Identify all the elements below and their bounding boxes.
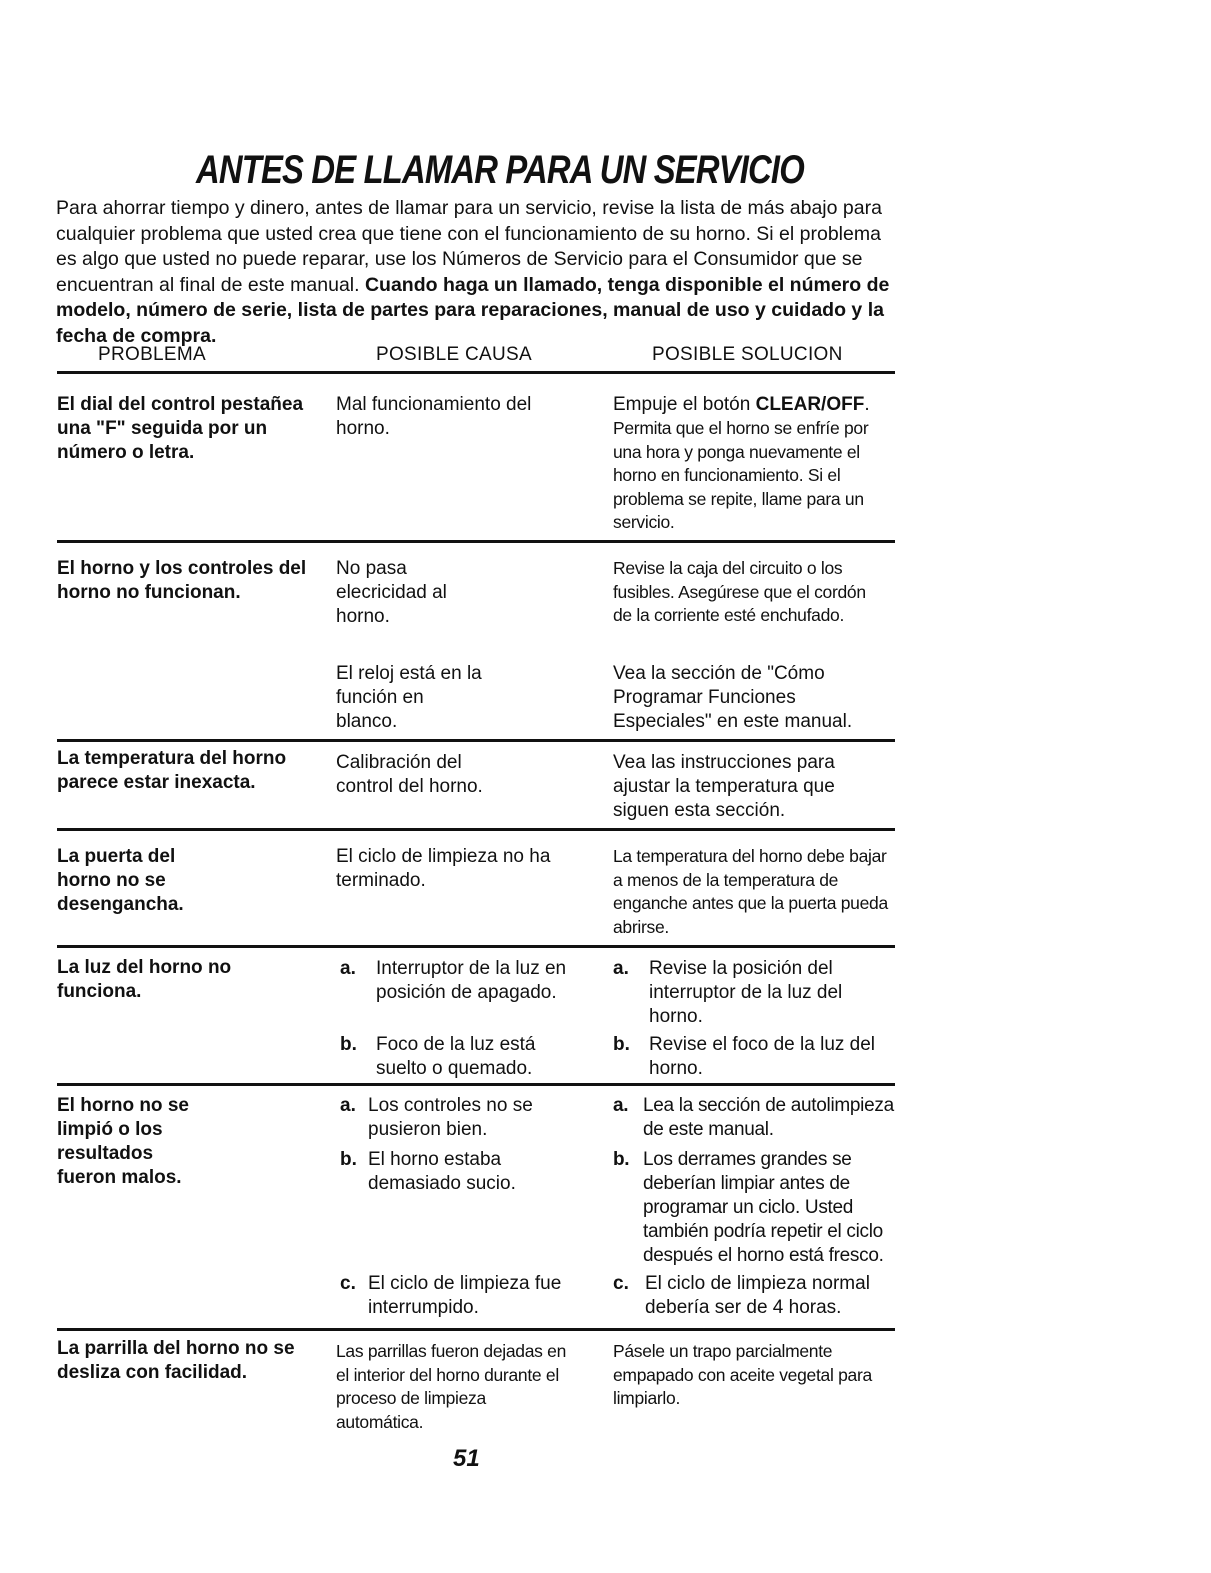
cause-4: El ciclo de limpieza no ha terminado. bbox=[336, 846, 551, 891]
item-text: El horno estaba demasiado sucio. bbox=[368, 1149, 516, 1194]
item-text: Foco de la luz está suelto o quemado. bbox=[376, 1034, 536, 1079]
problem-2: El horno y los controles del horno no funcionan. bbox=[57, 558, 307, 603]
clear-off-button-label: CLEAR/OFF bbox=[755, 394, 865, 415]
solution-1-period: . bbox=[864, 394, 870, 415]
item-letter: a. bbox=[613, 958, 629, 979]
problem-3: La temperatura del horno parece estar inexacta. bbox=[57, 748, 287, 793]
intro-paragraph bbox=[56, 196, 906, 349]
item-letter: a. bbox=[340, 1095, 356, 1116]
table-divider bbox=[57, 828, 895, 831]
problem-5: La luz del horno no funciona. bbox=[57, 957, 232, 1002]
problem-6: El horno no se limpió o los resultados fueron malos. bbox=[57, 1095, 189, 1188]
problem-4: La puerta del horno no se desengancha. bbox=[57, 846, 184, 915]
header-solution: POSIBLE SOLUCION bbox=[652, 344, 843, 365]
page-title: ANTES DE LLAMAR PARA UN SERVICIO bbox=[196, 148, 804, 192]
item-letter: c. bbox=[613, 1273, 629, 1294]
item-text: Revise el foco de la luz del horno. bbox=[649, 1034, 876, 1079]
page-number: 51 bbox=[453, 1445, 480, 1472]
cause-2b: El reloj está en la función en blanco. bbox=[336, 663, 482, 732]
header-problem: PROBLEMA bbox=[98, 344, 206, 365]
table-divider bbox=[57, 739, 895, 742]
solution-7: Pásele un trapo parcialmente empapado con aceite vegetal para limpiarlo. bbox=[613, 1341, 872, 1408]
item-text: Interruptor de la luz en posición de apagado. bbox=[376, 958, 567, 1003]
cause-2a: No pasa elecricidad al horno. bbox=[336, 558, 447, 627]
header-cause: POSIBLE CAUSA bbox=[376, 344, 532, 365]
item-letter: a. bbox=[340, 958, 356, 979]
item-text: Los derrames grandes se deberían limpiar antes de programar un ciclo. Usted también podría repetir el ciclo después el horno está fresco. bbox=[643, 1149, 884, 1266]
solution-1 bbox=[613, 393, 903, 417]
solution-1-detail: Permita que el horno se enfríe por una hora y ponga nuevamente el horno en funcionamiento. Si el problema se repite, llame para un servicio. bbox=[613, 418, 869, 532]
item-text: Los controles no se pusieron bien. bbox=[368, 1095, 533, 1140]
item-text: El ciclo de limpieza normal debería ser de 4 horas. bbox=[645, 1273, 870, 1318]
item-letter: b. bbox=[340, 1034, 357, 1055]
solution-1-text: Empuje el botón bbox=[613, 394, 756, 415]
cause-1: Mal funcionamiento del horno. bbox=[336, 394, 532, 439]
item-text: Revise la posición del interruptor de la luz del horno. bbox=[649, 958, 843, 1027]
item-text: Lea la sección de autolimpieza de este manual. bbox=[643, 1095, 894, 1140]
item-letter: c. bbox=[340, 1273, 356, 1294]
table-divider bbox=[57, 1083, 895, 1086]
intro-bold-text: Cuando haga un llamado, tenga disponible el número de modelo, número de serie, lista de partes para reparaciones, manual de uso y cuidado y la fecha de compra. bbox=[56, 273, 890, 347]
solution-2a: Revise la caja del circuito o los fusibles. Asegúrese que el cordón de la corriente esté enchufado. bbox=[613, 558, 866, 625]
problem-7: La parrilla del horno no se desliza con facilidad. bbox=[57, 1338, 295, 1383]
table-divider bbox=[57, 945, 895, 948]
item-text: El ciclo de limpieza fue interrumpido. bbox=[368, 1273, 562, 1318]
table-divider bbox=[57, 1328, 895, 1331]
solution-4: La temperatura del horno debe bajar a menos de la temperatura de enganche antes que la puerta pueda abrirse. bbox=[613, 846, 888, 937]
cause-7: Las parrillas fueron dejadas en el interior del horno durante el proceso de limpieza automática. bbox=[336, 1341, 567, 1432]
item-letter: b. bbox=[613, 1034, 630, 1055]
intro-text: Para ahorrar tiempo y dinero, antes de llamar para un servicio, revise la lista de más abajo para cualquier problema que usted crea que tiene con el funcionamiento de su horno. Si el problema es algo que usted no puede reparar, use los Números de Servicio para el Consumidor que se encuentran al final de este manual. bbox=[56, 197, 882, 296]
solution-3: Vea las instrucciones para ajustar la temperatura que siguen esta sección. bbox=[613, 752, 835, 821]
item-letter: a. bbox=[613, 1095, 629, 1116]
table-divider bbox=[57, 371, 895, 374]
item-letter: b. bbox=[340, 1149, 357, 1170]
problem-1: El dial del control pestañea una "F" seguida por un número o letra. bbox=[57, 394, 304, 463]
table-divider bbox=[57, 540, 895, 543]
solution-2b: Vea la sección de "Cómo Programar Funciones Especiales" en este manual. bbox=[613, 663, 853, 732]
item-letter: b. bbox=[613, 1149, 630, 1170]
cause-3: Calibración del control del horno. bbox=[336, 752, 483, 797]
